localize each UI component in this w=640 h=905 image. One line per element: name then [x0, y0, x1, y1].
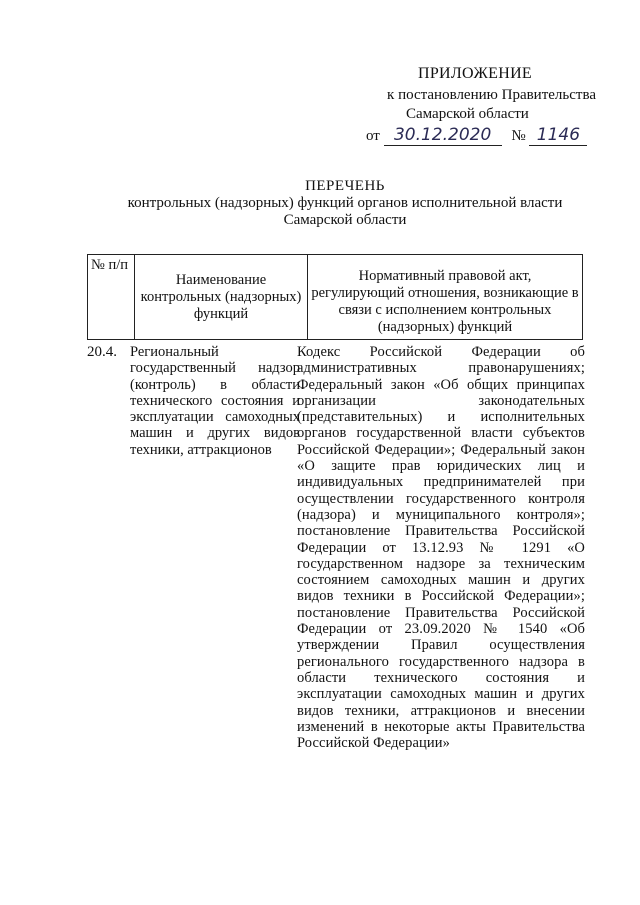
title-line-region: Самарской области	[283, 212, 407, 228]
appendix-date-number-line	[366, 126, 596, 146]
appendix-title: ПРИЛОЖЕНИЕ	[418, 65, 533, 82]
row-legal-act: Кодекс Российской Федерации об административных правонарушениях; Федеральный закон «Об общих принципах организации законодательных (представительных) и исполнительных органов государственной власти субъектов Российской Федерации»; Федеральный закон «О защите прав юридических лиц и индивидуальных предпринимателей при осуществлении государственного контроля (надзора) и муниципального контроля»; постановление Правительства Российской Федерации от 13.12.93 № 1291 «О государственном надзоре за техническим состоянием самоходных машин и других видов техники в Российской Федерации»; постановление Правительства Российской Федерации от 23.09.2020 № 1540 «Об утверждении Правил осуществления регионального государственного надзора в области технического состояния и эксплуатации самоходных машин и других видов техники, аттракционов и внесении изменений в некоторые акты Правительства Российской Федерации»	[297, 344, 585, 752]
row-number: 20.4.	[87, 344, 117, 360]
date-prefix: от	[366, 128, 380, 144]
header-number: № п/п	[88, 255, 135, 340]
title-heading: ПЕРЕЧЕНЬ	[305, 178, 385, 194]
header-function-name: Наименование контрольных (надзорных) функций	[135, 255, 308, 340]
handwritten-number: 1146	[529, 126, 587, 146]
appendix-line-region: Самарской области	[406, 106, 529, 122]
table-header	[87, 254, 583, 340]
document-title	[120, 178, 570, 229]
appendix-line-decree: к постановлению Правительства	[387, 87, 596, 103]
number-prefix: №	[511, 128, 526, 144]
row-function-name: Региональный государственный надзор (контроль) в области технического состояния и эксплуатации самоходных машин и других видов техники, аттракционов	[130, 344, 300, 458]
title-line-functions: контрольных (надзорных) функций органов исполнительной власти	[127, 195, 563, 211]
handwritten-date: 30.12.2020	[384, 126, 502, 146]
header-legal-act: Нормативный правовой акт, регулирующий отношения, возникающие в связи с исполнением контрольных (надзорных) функций	[308, 255, 583, 340]
